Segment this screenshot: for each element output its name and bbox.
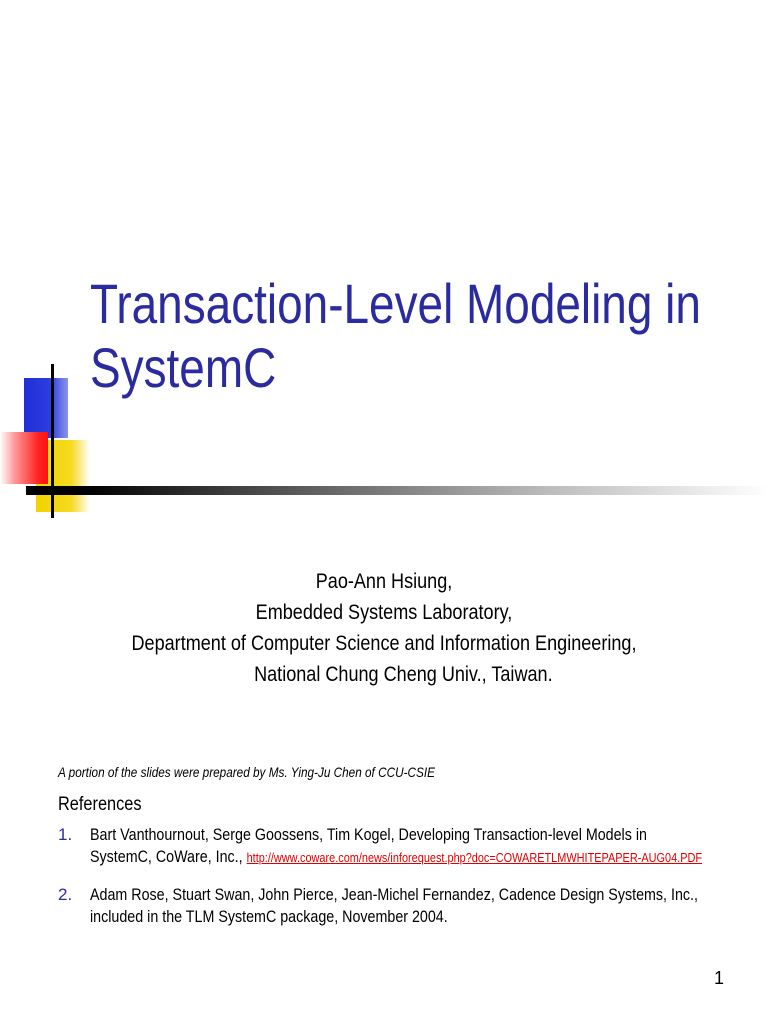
credit-note: A portion of the slides were prepared by Ms. Ying-Ju Chen of CCU-CSIE	[58, 764, 435, 780]
references-heading: References	[58, 794, 142, 815]
author-department: Department of Computer Science and Information Engineering,	[131, 632, 637, 655]
reference-number: 2.	[58, 885, 73, 904]
title-line-2: SystemC	[90, 336, 277, 399]
reference-number: 1.	[58, 825, 73, 844]
reference-link[interactable]: http://www.coware.com/news/inforequest.php?doc=COWARETLMWHITEPAPER-AUG04.PDF	[246, 850, 703, 865]
author-block	[0, 566, 768, 690]
reference-line	[90, 846, 702, 869]
page-number: 1	[713, 968, 724, 988]
reference-line: included in the TLM SystemC package, November 2004.	[90, 907, 448, 926]
decor-red-square	[0, 432, 48, 484]
decor-blue-square	[24, 378, 68, 438]
reference-line-prefix: SystemC, CoWare, Inc.,	[90, 847, 247, 866]
title-line-1: Transaction-Level Modeling in	[90, 272, 701, 335]
slide-title	[90, 272, 701, 400]
author-lab: Embedded Systems Laboratory,	[255, 601, 513, 624]
decor-horizontal-bar	[26, 486, 768, 495]
author-name: Pao-Ann Hsiung,	[315, 570, 453, 593]
reference-line: Adam Rose, Stuart Swan, John Pierce, Jean-Michel Fernandez, Cadence Design Systems, Inc.,	[90, 885, 698, 904]
reference-line: Bart Vanthournout, Serge Goossens, Tim Kogel, Developing Transaction-level Models in	[90, 825, 647, 844]
author-university: National Chung Cheng Univ., Taiwan.	[254, 663, 553, 686]
